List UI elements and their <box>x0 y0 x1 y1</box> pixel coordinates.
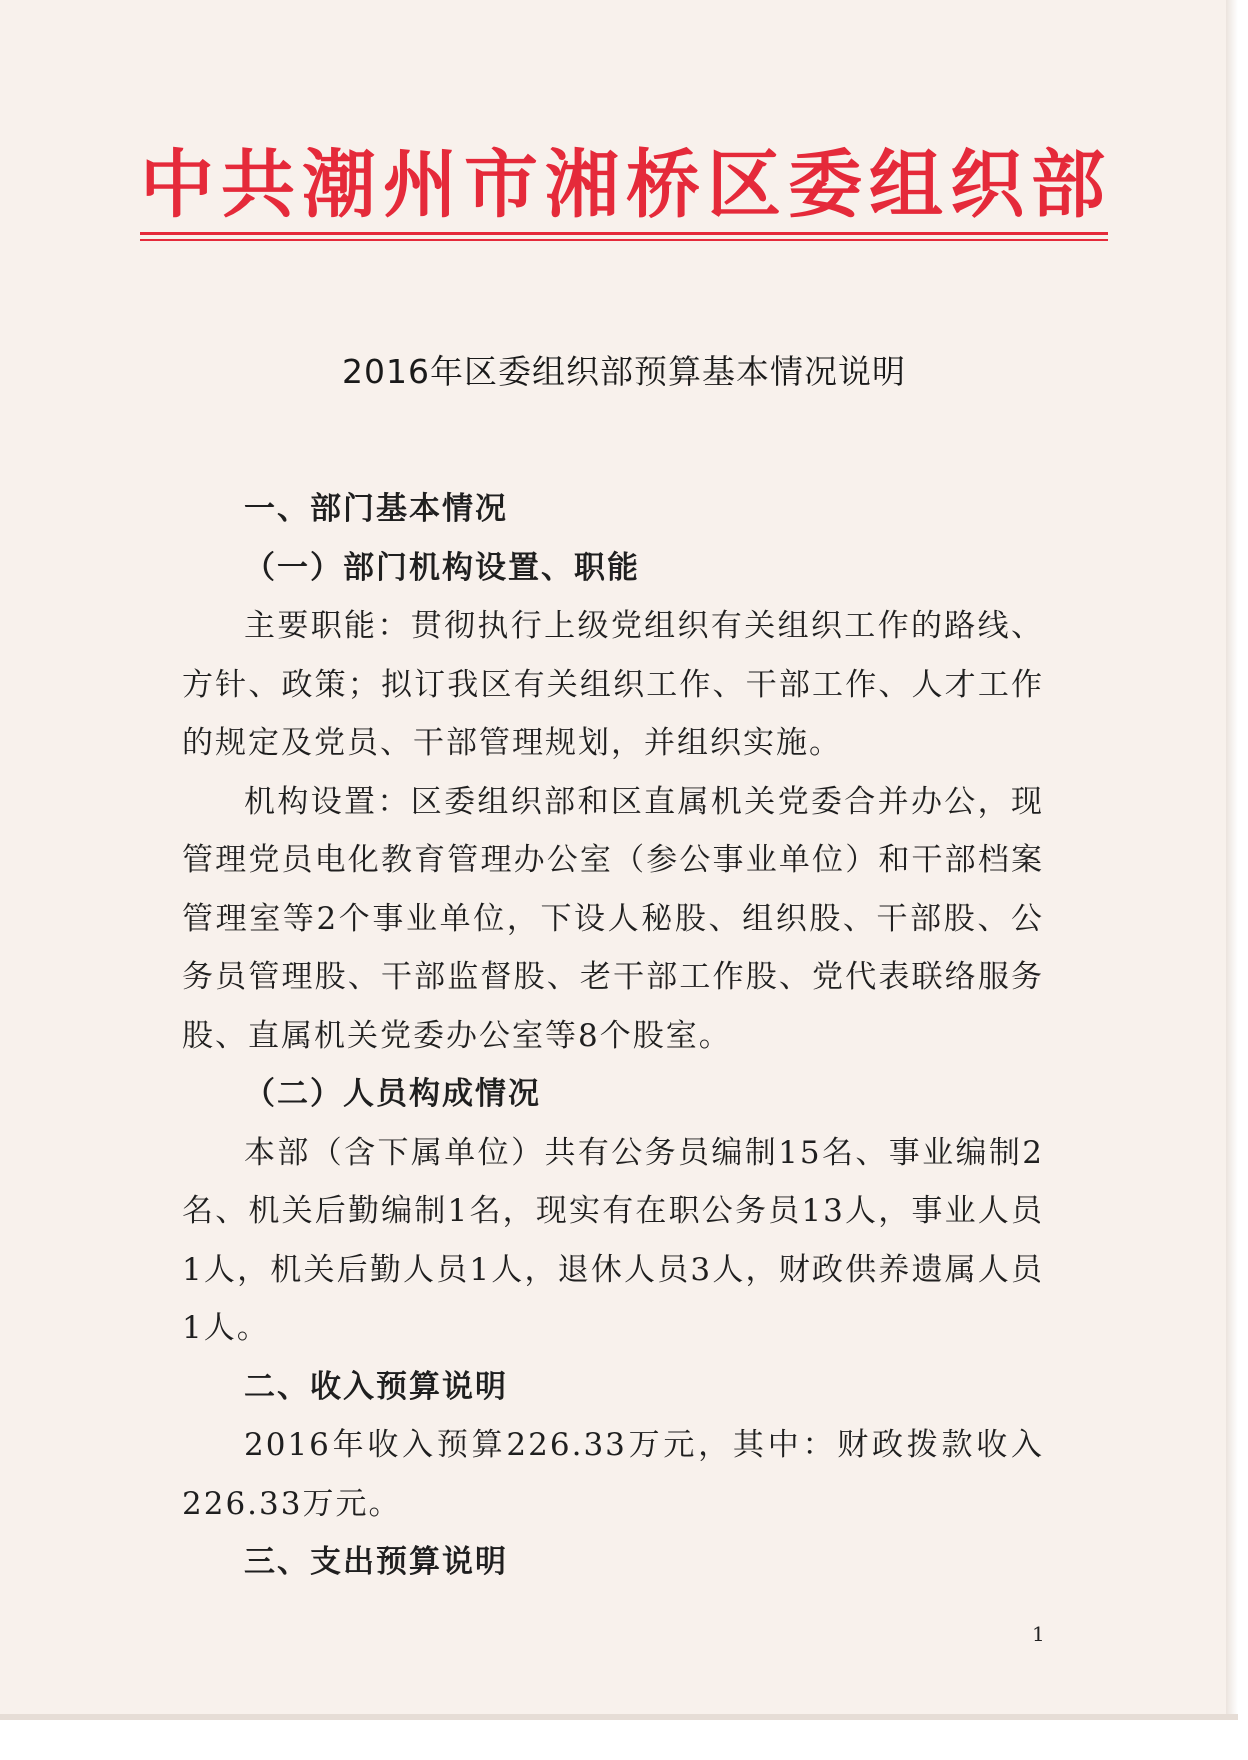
document-body <box>182 480 1044 1592</box>
letterhead-rule-thick <box>140 232 1108 235</box>
scan-edge <box>1226 0 1238 1720</box>
paragraph-income: 2016年收入预算226.33万元，其中：财政拨款收入226.33万元。 <box>182 1427 1044 1522</box>
paragraph-functions: 主要职能：贯彻执行上级党组织有关组织工作的路线、方针、政策；拟订我区有关组织工作、干部工作、人才工作的规定及党员、干部管理规划，并组织实施。 <box>182 608 1044 761</box>
section-heading-3: 三、支出预算说明 <box>244 1544 508 1580</box>
subsection-heading-1-1: （一）部门机构设置、职能 <box>244 549 640 586</box>
section-heading-1: 一、部门基本情况 <box>244 491 508 527</box>
paragraph-organization: 机构设置：区委组织部和区直属机关党委合并办公，现管理党员电化教育管理办公室（参公事业单位）和干部档案管理室等2个事业单位，下设人秘股、组织股、干部股、公务员管理股、干部监督股、老干部工作股、党代表联络服务股、直属机关党委办公室等8个股室。 <box>182 783 1044 1054</box>
scan-edge-bottom <box>0 1714 1238 1720</box>
section-heading-2: 二、收入预算说明 <box>244 1368 508 1405</box>
subsection-heading-1-2: （二）人员构成情况 <box>244 1076 541 1112</box>
letterhead-organization: 中共潮州市湘桥区委组织部 <box>140 142 1112 228</box>
document-title: 2016年区委组织部预算基本情况说明 <box>342 352 906 391</box>
paragraph-staffing: 本部（含下属单位）共有公务员编制15名、事业编制2名、机关后勤编制1名，现实有在职公务员13人，事业人员1人，机关后勤人员1人，退休人员3人，财政供养遗属人员1人。 <box>182 1134 1044 1346</box>
letterhead-rule-thin <box>140 239 1108 241</box>
page-number: 1 <box>1032 1622 1045 1646</box>
